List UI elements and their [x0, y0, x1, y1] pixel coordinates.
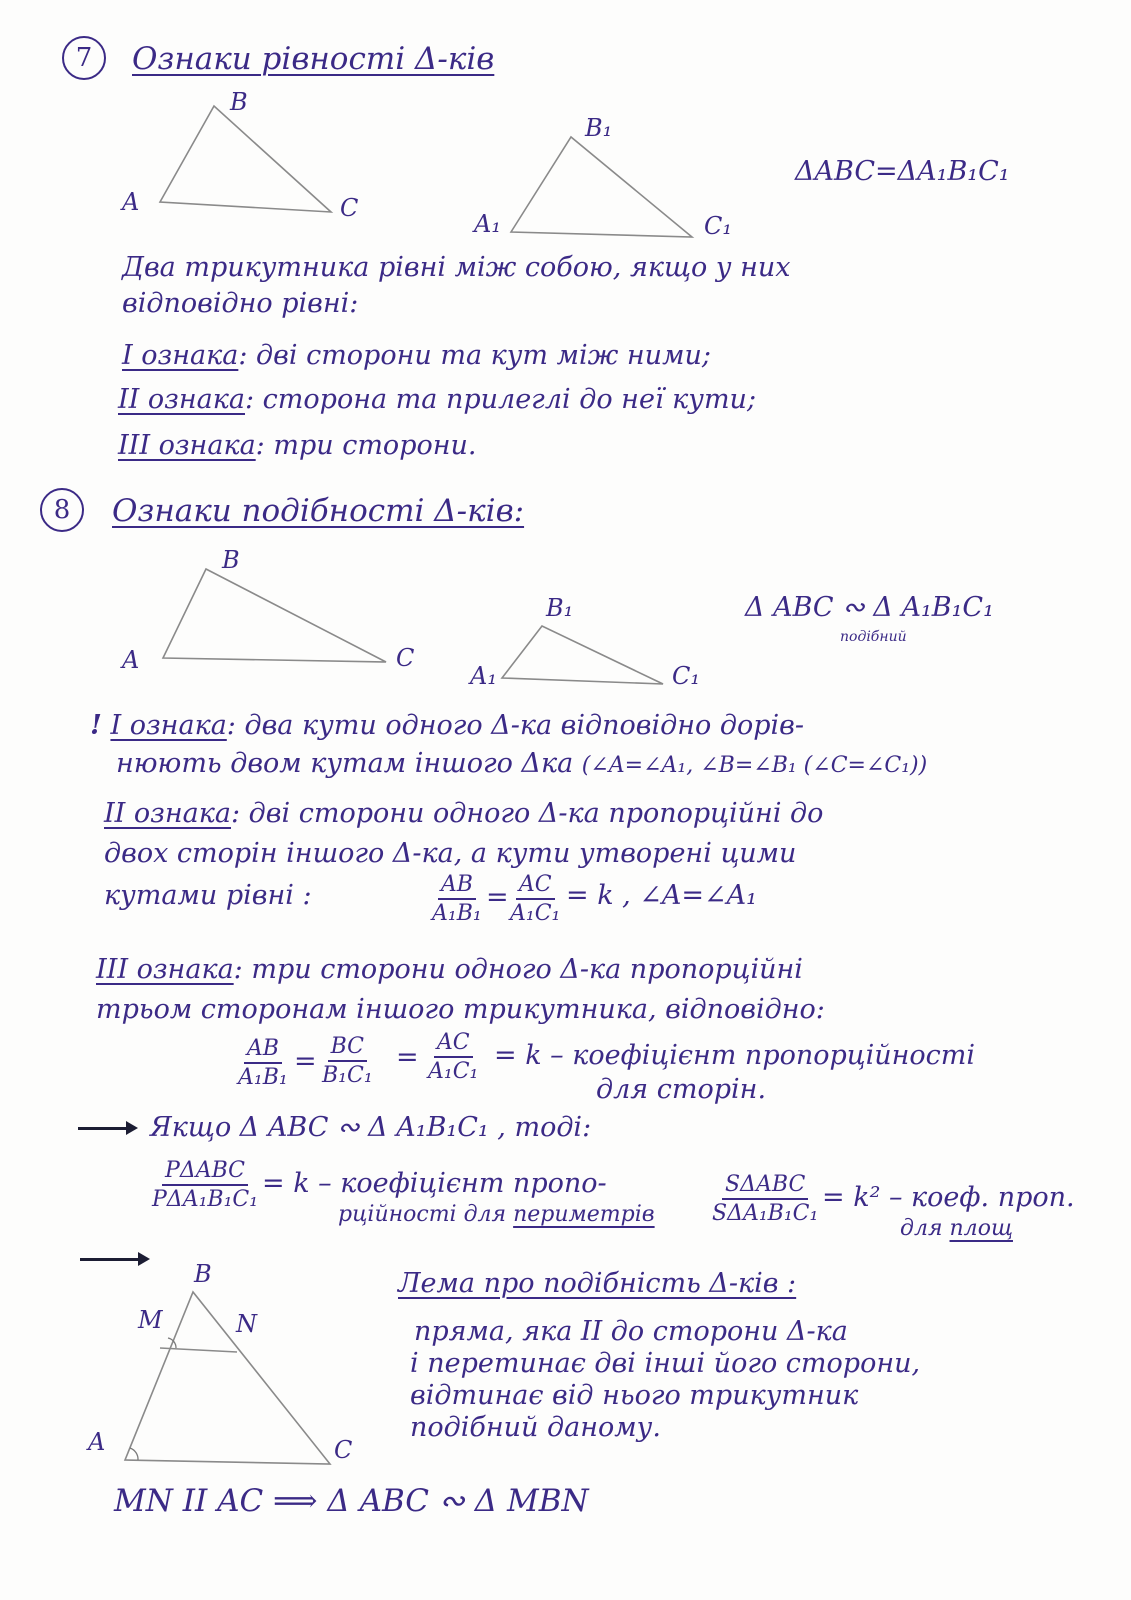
section-8-title: Ознаки подібності Δ-ків:	[112, 493, 525, 529]
perimeter-word: периметрів	[513, 1202, 655, 1227]
sim-tri2-label-b1: B₁	[546, 594, 574, 622]
tri2-label-c1: C₁	[704, 212, 732, 240]
lemma-label-c: C	[334, 1436, 353, 1464]
similarity-sign-1-line2	[116, 750, 927, 777]
similarity-formula: Δ ABC ∾ Δ A₁B₁C₁	[745, 592, 994, 623]
sign2-fraction-ac: $\frac{AC}{\text{A₁C₁}}$	[510, 872, 561, 926]
lemma-label-m: M	[138, 1306, 163, 1334]
lemma-conclusion: MN ІІ AC ⟹ Δ ABC ∾ Δ MBN	[114, 1483, 589, 1519]
sign3-tail-b: для сторін.	[596, 1074, 767, 1105]
sim-tri2-label-a1: A₁	[470, 662, 497, 690]
if-similar-text: Якщо Δ ABC ∾ Δ A₁B₁C₁ , тоді:	[150, 1112, 592, 1143]
section-8-number: 8	[40, 488, 84, 532]
similarity-sign-2-line1	[104, 800, 823, 827]
similarity-sign-3-line2: трьом сторонам іншого трикутника, відповідно:	[96, 994, 825, 1025]
lemma-line-4: подібний даному.	[410, 1412, 661, 1443]
triangle-a1b1c1-equal	[511, 137, 692, 237]
perimeter-tail-b: рційності для периметрів	[338, 1202, 655, 1227]
similarity-sign-2-line3: кутами рівні :	[104, 880, 312, 911]
lemma-segment-mn	[160, 1348, 237, 1352]
triangle-abc-equal	[160, 106, 331, 212]
similarity-sign-2-label: II ознака	[104, 798, 231, 829]
lemma-label-b: B	[194, 1260, 212, 1288]
similarity-sign-3-text-a: : три сторони одного Δ-ка пропорційні	[233, 954, 803, 985]
sign3-fraction-bc: $\frac{BC}{\text{B₁C₁}}$	[322, 1034, 373, 1088]
sim-tri1-label-c: C	[396, 644, 415, 672]
angle-mark-a	[130, 1448, 138, 1460]
sim-tri2-label-c1: C₁	[672, 662, 700, 690]
sign3-equals-2: =	[396, 1042, 419, 1073]
equality-intro-line2: відповідно рівні:	[122, 288, 359, 319]
equality-sign-2	[118, 386, 756, 413]
sign2-tail: = k , ∠A=∠A₁	[566, 880, 758, 911]
equality-sign-2-text: : сторона та прилеглі до неї кути;	[245, 384, 757, 415]
similarity-sign-1-angles: (∠A=∠A₁, ∠B=∠B₁ (∠C=∠C₁))	[581, 753, 928, 778]
lemma-line-2: і перетинає дві інші його сторони,	[410, 1348, 921, 1379]
tri2-label-b1: B₁	[585, 114, 613, 142]
similarity-sign-1-label: I ознака	[110, 710, 227, 741]
tri2-label-a1: A₁	[474, 210, 501, 238]
equality-intro-line1: Два трикутника рівні між собою, якщо у них	[122, 252, 791, 283]
area-ratio: SΔABC SΔA₁B₁C₁	[712, 1172, 819, 1226]
sign2-fraction-ab: $\frac{AB}{\text{A₁B₁}}$	[432, 872, 482, 926]
arrow-lemma	[80, 1258, 146, 1261]
equality-sign-3	[118, 432, 476, 459]
triangle-a1b1c1-similar	[502, 626, 663, 684]
area-tail-b: для площ	[900, 1216, 1013, 1241]
similarity-sign-2-line2: двох сторін іншого Δ-ка, а кути утворені цими	[104, 838, 797, 869]
equality-sign-1-label: I ознака	[122, 340, 239, 371]
sign3-equals-1: =	[294, 1046, 317, 1077]
equality-sign-3-text: : три сторони.	[255, 430, 477, 461]
section-7-title: Ознаки рівності Δ-ків	[132, 41, 495, 77]
lemma-label-n: N	[236, 1310, 257, 1338]
equality-sign-2-label: II ознака	[118, 384, 245, 415]
area-tail-a: = k² – коеф. проп.	[822, 1182, 1075, 1213]
sign2-equals: =	[486, 882, 509, 913]
warning-mark: !	[90, 710, 102, 741]
triangle-abc-similar	[163, 569, 386, 662]
sign3-fraction-ab: $\frac{AB}{\text{A₁B₁}}$	[238, 1036, 288, 1090]
sign3-fraction-ac: $\frac{AC}{\text{A₁C₁}}$	[428, 1030, 479, 1084]
similarity-sign-3-line1	[96, 956, 803, 983]
equality-sign-1	[122, 342, 711, 369]
equality-sign-3-label: III ознака	[118, 430, 256, 461]
similarity-sign-1-text-a: : два кути одного Δ-ка відповідно дорів-	[226, 710, 804, 741]
similarity-sign-3-label: III ознака	[96, 954, 234, 985]
arrow-if-similar	[78, 1127, 134, 1130]
similarity-sign-1-text-b: нюють двом кутам іншого Δка	[116, 748, 574, 779]
tri1-label-c: C	[340, 194, 359, 222]
sim-tri1-label-b: B	[222, 546, 240, 574]
perimeter-ratio: PΔABC PΔA₁B₁C₁	[152, 1158, 259, 1212]
perimeter-tail-a: = k – коефіцієнт пропо-	[262, 1168, 607, 1199]
sign3-tail-a: = k – коефіцієнт пропорційності	[494, 1040, 976, 1071]
similarity-sign-2-text-a: : дві сторони одного Δ-ка пропорційні до	[231, 798, 824, 829]
section-7-number: 7	[62, 36, 106, 80]
tri1-label-b: B	[230, 88, 248, 116]
equality-sign-1-text: : дві сторони та кут між ними;	[238, 340, 711, 371]
sim-tri1-label-a: A	[122, 646, 140, 674]
similarity-formula-note: подібний	[840, 629, 907, 645]
equality-formula: ΔABC=ΔA₁B₁C₁	[795, 156, 1010, 187]
lemma-line-3: відтинає від нього трикутник	[410, 1380, 859, 1411]
lemma-label-a: A	[88, 1428, 106, 1456]
similarity-sign-1-line1	[90, 712, 804, 739]
lemma-line-1: пряма, яка ІІ до сторони Δ-ка	[414, 1316, 848, 1347]
area-word: площ	[949, 1216, 1013, 1241]
tri1-label-a: A	[122, 188, 140, 216]
lemma-title: Лема про подібність Δ-ків :	[398, 1268, 797, 1299]
